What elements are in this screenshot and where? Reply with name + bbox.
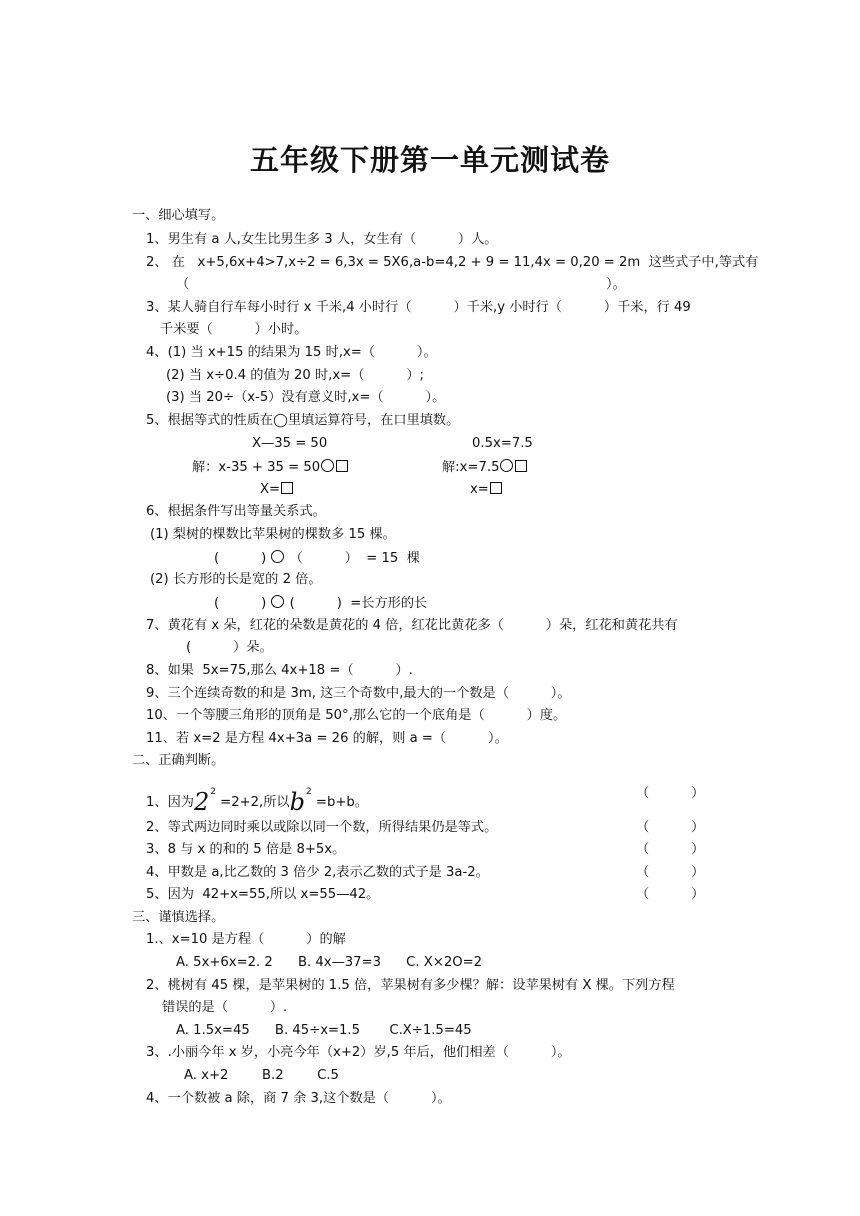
q5-right-x-text: x= [470, 482, 489, 497]
s1-question-2-open: （ [176, 277, 190, 292]
answer-box-icon [490, 482, 502, 494]
s2-question-1 [146, 784, 368, 816]
s3-question-2-cont: 错误的是（ ）. [162, 1000, 288, 1015]
s1-question-2: 2、 在 x+5,6x+4>7,x÷2 = 6,3x = 5X6,a-b=4,2 + 9 = 11,4x = 0,20 = 2m 这些式子中,等式有 [146, 255, 759, 270]
q5-left-eq-text: 解：x-35 + 35 = 50 [192, 460, 321, 475]
s1-question-4-2: (2) 当 x÷0.4 的值为 20 时,x=（ ）; [166, 368, 424, 383]
s3-question-2: 2、桃树有 45 棵，是苹果树的 1.5 倍，苹果树有多少棵？解：设苹果树有 X 棵。下列方程 [146, 978, 675, 993]
s1-question-5: 5、根据等式的性质在◯里填运算符号，在口里填数。 [146, 413, 460, 428]
q6-2-blank-a: ( ) [214, 596, 267, 611]
page-title: 五年级下册第一单元测试卷 [249, 143, 610, 177]
q5-right-line-1: 0.5x=7.5 [472, 436, 533, 451]
s3-question-2-options: A. 1.5x=45 B. 45÷x=1.5 C.X÷1.5=45 [176, 1023, 472, 1038]
s2-question-2: 2、等式两边同时乘以或除以同一个数，所得结果仍是等式。 [146, 820, 498, 835]
s1-question-10: 10、一个等腰三角形的顶角是 50°,那么它的一个底角是（ ）度。 [146, 708, 567, 723]
s1-question-7: 7、黄花有 x 朵，红花的朵数是黄花的 4 倍，红花比黄花多（ ）朵，红花和黄花共有 [146, 618, 678, 633]
answer-box-icon [281, 482, 293, 494]
judgment-blank: （ ） [636, 786, 705, 801]
s2-question-4: 4、甲数是 a,比乙数的 3 倍少 2,表示乙数的式子是 3a-2。 [146, 865, 489, 880]
exponent-base-2: 2 [193, 788, 210, 816]
s2-q1-suffix: =b+b。 [311, 795, 368, 810]
judgment-blank: （ ） [636, 887, 705, 902]
operator-circle-icon [321, 459, 334, 472]
section-2-heading: 二、正确判断。 [132, 753, 225, 768]
q5-right-line-3 [470, 482, 503, 498]
s3-question-4: 4、一个数被 a 除，商 7 余 3,这个数是（ ）。 [146, 1091, 451, 1106]
answer-box-icon [336, 460, 348, 472]
answer-box-icon [515, 460, 527, 472]
q5-right-eq-text: 解:x=7.5 [442, 460, 500, 475]
q6-part-1-equation [214, 550, 420, 567]
s1-question-8: 8、如果 5x=75,那么 4x+18 =（ ）. [146, 663, 413, 678]
s2-question-5: 5、因为 42+x=55,所以 x=55—42。 [146, 887, 380, 902]
s1-question-2-close: ）。 [606, 277, 626, 292]
judgment-blank: （ ） [636, 820, 705, 835]
s1-question-6: 6、根据条件写出等量关系式。 [146, 504, 326, 519]
q5-left-x-text: X= [260, 482, 281, 497]
q5-left-line-3 [260, 482, 294, 498]
s2-question-3: 3、8 与 x 的和的 5 倍是 8+5x。 [146, 842, 346, 857]
s2-q1-middle: =2+2,所以 [215, 795, 290, 810]
s1-question-3: 3、某人骑自行车每小时行 x 千米,4 小时行（ ）千米,y 小时行（ ）千米，行 49 [146, 300, 691, 315]
s2-q1-prefix: 1、因为 [146, 795, 194, 810]
exponent-2: 2 [210, 787, 216, 797]
s1-question-9: 9、三个连续奇数的和是 3m, 这三个奇数中,最大的一个数是（ ）。 [146, 686, 571, 701]
s3-question-1: 1.、x=10 是方程（ ）的解 [146, 932, 346, 947]
operator-circle-icon [271, 550, 284, 563]
judgment-blank: （ ） [636, 842, 705, 857]
q6-2-blank-b: ( ) =长方形的长 [289, 596, 428, 611]
s1-question-11: 11、若 x=2 是方程 4x+3a = 26 的解，则 a =（ ）。 [146, 731, 508, 746]
q6-1-blank-a: ( ) [214, 551, 267, 566]
exponent-base-b: b [289, 788, 305, 816]
judgment-blank: （ ） [636, 865, 705, 880]
operator-circle-icon [500, 459, 513, 472]
q6-part-1: (1) 梨树的棵数比苹果树的棵数多 15 棵。 [150, 527, 396, 542]
s1-question-1: 1、男生有 a 人,女生比男生多 3 人，女生有（ ）人。 [146, 232, 498, 247]
q6-1-blank-b: （ ） = 15 棵 [289, 551, 420, 566]
s1-question-4-1: 4、(1) 当 x+15 的结果为 15 时,x=（ ）。 [146, 345, 437, 360]
q6-part-2-equation [214, 595, 427, 612]
s1-question-7-cont: ( ）朵。 [186, 640, 273, 655]
s3-question-3: 3、.小丽今年 x 岁，小亮今年（x+2）岁,5 年后，他们相差（ ）。 [146, 1045, 571, 1060]
s1-question-4-3: (3) 当 20÷（x-5）没有意义时,x=（ ）。 [166, 390, 446, 405]
s3-question-1-options: A. 5x+6x=2. 2 B. 4x—37=3 C. X×2O=2 [176, 955, 483, 970]
operator-circle-icon [271, 595, 284, 608]
q6-part-2: (2) 长方形的长是宽的 2 倍。 [150, 572, 322, 587]
section-3-heading: 三、谨慎选择。 [132, 910, 225, 925]
q5-left-line-2 [192, 459, 349, 476]
section-1-heading: 一、细心填写。 [132, 208, 225, 223]
q5-left-line-1: X—35 = 50 [252, 436, 328, 451]
q5-right-line-2 [442, 459, 528, 476]
s1-question-3-cont: 千米要（ ）小时。 [160, 322, 308, 337]
exponent-2: 2 [305, 787, 312, 797]
s3-question-3-options: A. x+2 B.2 C.5 [184, 1068, 339, 1083]
